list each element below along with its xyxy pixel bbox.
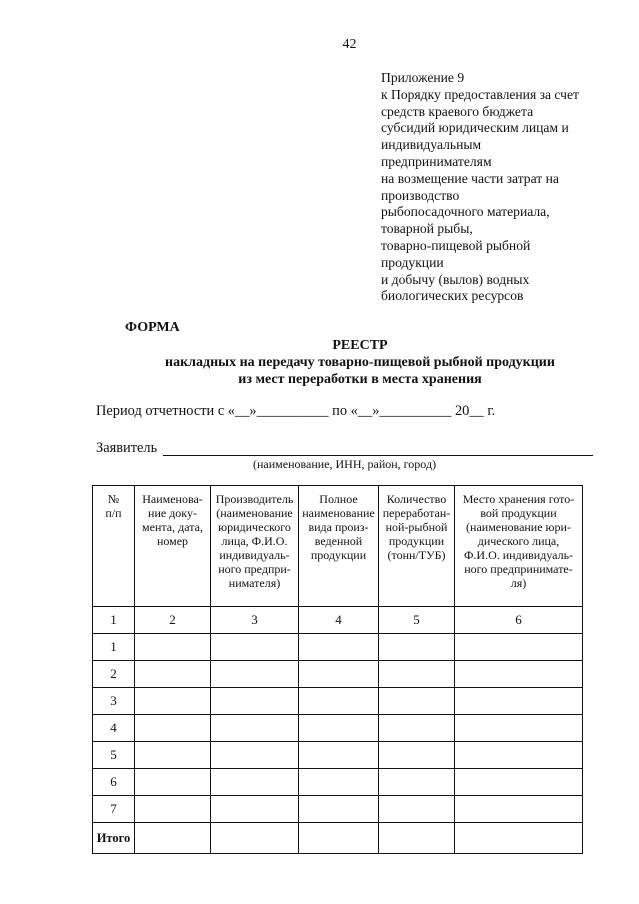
empty-cell <box>211 769 299 796</box>
empty-cell <box>211 796 299 823</box>
applicant-hint: (наименование, ИНН, район, город) <box>253 457 437 471</box>
empty-cell <box>379 661 455 688</box>
appendix-line: индивидуальным <box>381 137 482 153</box>
header-text: ля) <box>510 576 527 590</box>
empty-cell <box>455 661 583 688</box>
table-row <box>93 688 583 715</box>
header-cell <box>211 486 299 607</box>
empty-cell <box>299 769 379 796</box>
header-text: вой продукции <box>480 506 557 520</box>
appendix-line: и добычу (вылов) водных <box>381 271 530 287</box>
header-text: Полное <box>319 492 358 506</box>
empty-cell <box>379 634 455 661</box>
empty-cell <box>379 742 455 769</box>
header-text: мента, дата, <box>142 520 203 534</box>
header-text: продукции <box>388 534 445 548</box>
header-text: ного предпри- <box>218 562 291 576</box>
header-text: (наименование юри- <box>466 520 571 534</box>
appendix-line: рыбопосадочного материала, <box>381 204 550 220</box>
total-row <box>93 823 583 854</box>
header-text: наименование <box>302 506 375 520</box>
row-number-cell: 1 <box>93 634 135 661</box>
appendix-line: продукции <box>381 254 444 270</box>
column-number-cell: 2 <box>135 607 211 634</box>
header-text: номер <box>156 534 189 548</box>
empty-cell <box>135 742 211 769</box>
row-number-cell: 5 <box>93 742 135 769</box>
applicant-field-line <box>163 455 593 456</box>
empty-cell <box>211 742 299 769</box>
row-number-cell: 4 <box>93 715 135 742</box>
page-number: 42 <box>342 37 357 52</box>
appendix-line: к Порядку предоставления за счет <box>381 86 579 102</box>
appendix-line: товарно-пищевой рыбной <box>381 237 531 253</box>
empty-cell <box>135 715 211 742</box>
empty-cell <box>211 823 299 854</box>
document-subtitle-line2: из мест переработки в места хранения <box>238 372 482 387</box>
empty-cell <box>211 634 299 661</box>
header-text: Место хранения гото- <box>462 492 575 506</box>
empty-cell <box>135 796 211 823</box>
document-subtitle-line1: накладных на передачу товарно-пищевой рыбной продукции <box>165 355 555 370</box>
row-number-cell: 6 <box>93 769 135 796</box>
empty-cell <box>379 688 455 715</box>
table-row <box>93 661 583 688</box>
header-text: Количество <box>386 492 447 506</box>
column-numbers-row <box>93 607 583 634</box>
table-row <box>93 796 583 823</box>
appendix-note <box>381 70 631 305</box>
empty-cell <box>299 715 379 742</box>
empty-cell <box>299 823 379 854</box>
header-text: № <box>107 492 120 506</box>
header-text: вида произ- <box>308 520 369 534</box>
appendix-line: средств краевого бюджета <box>381 103 534 119</box>
header-text: ние доку- <box>148 506 197 520</box>
table-row <box>93 634 583 661</box>
empty-cell <box>299 661 379 688</box>
empty-cell <box>211 715 299 742</box>
appendix-line: на возмещение части затрат на <box>381 170 559 186</box>
header-text: (наименование <box>216 506 293 520</box>
empty-cell <box>379 823 455 854</box>
header-text: ного предпринимате- <box>464 562 573 576</box>
header-cell <box>93 486 135 607</box>
empty-cell <box>455 715 583 742</box>
header-text: (тонн/ТУБ) <box>387 548 446 562</box>
empty-cell <box>379 769 455 796</box>
header-text: юридического <box>218 520 291 534</box>
header-cell <box>455 486 583 607</box>
empty-cell <box>455 688 583 715</box>
appendix-line: предпринимателям <box>381 153 492 169</box>
table-header-row <box>93 486 583 607</box>
empty-cell <box>455 796 583 823</box>
empty-cell <box>135 823 211 854</box>
column-number-cell: 3 <box>211 607 299 634</box>
column-number-cell: 1 <box>93 607 135 634</box>
header-text: Производитель <box>215 492 294 506</box>
empty-cell <box>135 634 211 661</box>
empty-cell <box>299 742 379 769</box>
reporting-period: Период отчетности с «__»__________ по «__»__________ 20__ г. <box>96 403 496 419</box>
header-text: дического лица, <box>477 534 560 548</box>
header-text: веденной <box>314 534 363 548</box>
header-text: Наименова- <box>142 492 203 506</box>
column-number-cell: 4 <box>299 607 379 634</box>
empty-cell <box>299 688 379 715</box>
applicant-label: Заявитель <box>96 440 158 456</box>
table-row <box>93 742 583 769</box>
row-number-cell: 2 <box>93 661 135 688</box>
header-text: нимателя) <box>228 576 281 590</box>
empty-cell <box>135 688 211 715</box>
empty-cell <box>455 634 583 661</box>
header-text: переработан- <box>382 506 451 520</box>
column-number-cell: 6 <box>455 607 583 634</box>
column-number-cell: 5 <box>379 607 455 634</box>
empty-cell <box>379 715 455 742</box>
header-text: ной-рыбной <box>385 520 448 534</box>
appendix-line: субсидий юридическим лицам и <box>381 120 569 136</box>
appendix-line: биологических ресурсов <box>381 288 524 304</box>
row-number-cell: 3 <box>93 688 135 715</box>
row-number-cell: 7 <box>93 796 135 823</box>
empty-cell <box>455 742 583 769</box>
table-row <box>93 769 583 796</box>
empty-cell <box>299 634 379 661</box>
empty-cell <box>379 796 455 823</box>
header-text: Ф.И.О. индивидуаль- <box>463 548 574 562</box>
empty-cell <box>299 796 379 823</box>
total-label: Итого <box>93 823 135 854</box>
header-text: индивидуаль- <box>219 548 290 562</box>
table-row <box>93 715 583 742</box>
registry-table <box>92 485 583 854</box>
header-cell <box>135 486 211 607</box>
header-text: лица, Ф.И.О. <box>221 534 288 548</box>
header-text: п/п <box>105 506 122 520</box>
appendix-line: Приложение 9 <box>381 70 465 85</box>
appendix-line: производство <box>381 187 460 203</box>
header-text: продукции <box>310 548 367 562</box>
header-cell <box>299 486 379 607</box>
empty-cell <box>211 688 299 715</box>
appendix-line: товарной рыбы, <box>381 221 473 237</box>
empty-cell <box>455 823 583 854</box>
empty-cell <box>211 661 299 688</box>
empty-cell <box>455 769 583 796</box>
empty-cell <box>135 661 211 688</box>
header-cell <box>379 486 455 607</box>
form-label: ФОРМА <box>125 320 180 335</box>
empty-cell <box>135 769 211 796</box>
document-title: РЕЕСТР <box>332 338 388 353</box>
